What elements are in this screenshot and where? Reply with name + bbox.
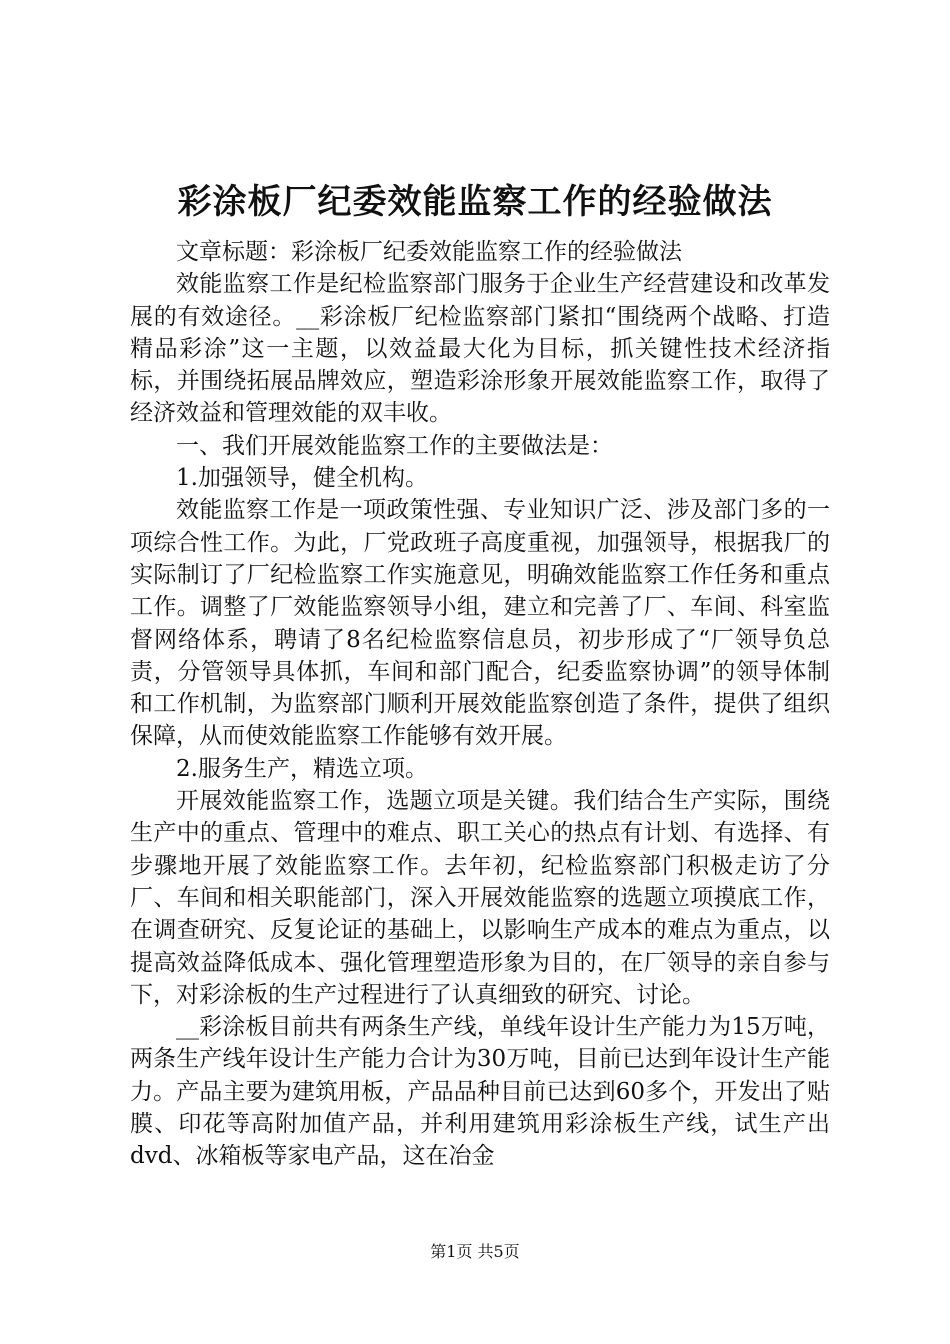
subheading-serve-production: 2.服务生产，精选立项。: [176, 755, 428, 782]
paragraph-leadership: 效能监察工作是一项政策性强、专业知识广泛、涉及部门多的一项综合性工作。为此，厂党政班子高度重视，加强领导，根据我厂的实际制订了厂纪检监察工作实施意见，明确效能监察工作任务和重点工作。调整了厂效能监察领导小组，建立和完善了厂、车间、科室监督网络体系，聘请了8名纪检监察信息员，初步形成了“厂领导负总责，分管领导具体抓，车间和部门配合，纪委监察协调”的领导体制和工作机制，为监察部门顺利开展效能监察创造了条件，提供了组织保障，从而使效能监察工作能够有效开展。: [130, 497, 830, 750]
page-footer: 第1页 共5页: [430, 1242, 520, 1261]
document-body: [130, 236, 830, 1173]
paragraph-project-selection: 开展效能监察工作，选题立项是关键。我们结合生产实际，围绕生产中的重点、管理中的难点、职工关心的热点有计划、有选择、有步骤地开展了效能监察工作。去年初，纪检监察部门积极走访了分厂、车间和相关职能部门，深入开展效能监察的选题立项摸底工作，在调查研究、反复论证的基础上，以影响生产成本的难点为重点，以提高效益降低成本、强化管理塑造形象为目的，在厂领导的亲自参与下，对彩涂板的生产过程进行了认真细致的研究、讨论。: [130, 788, 830, 1008]
document-title: 彩涂板厂纪委效能监察工作的经验做法: [177, 182, 773, 222]
subheading-strengthen-leadership: 1.加强领导，健全机构。: [176, 465, 428, 492]
section-heading-main-practices: 一、我们开展效能监察工作的主要做法是：: [176, 432, 613, 459]
paragraph-intro: 效能监察工作是纪检监察部门服务于企业生产经营建设和改革发展的有效途径。__彩涂板厂纪检监察部门紧扣“围绕两个战略、打造精品彩涂”这一主题，以效益最大化为目标，抓关键性技术经济指标，并围绕拓展品牌效应，塑造彩涂形象开展效能监察工作，取得了经济效益和管理效能的双丰收。: [130, 271, 830, 427]
paragraph-production-lines: __彩涂板目前共有两条生产线，单线年设计生产能力为15万吨，两条生产线年设计生产能力合计为30万吨，目前已达到年设计生产能力。产品主要为建筑用板，产品品种目前已达到60多个，开发出了贴膜、印花等高附加值产品，并利用建筑用彩涂板生产线，试生产出dvd、冰箱板等家电产品，这在冶金: [130, 1014, 830, 1170]
paragraph-article-title: 文章标题：彩涂板厂纪委效能监察工作的经验做法: [176, 239, 682, 265]
